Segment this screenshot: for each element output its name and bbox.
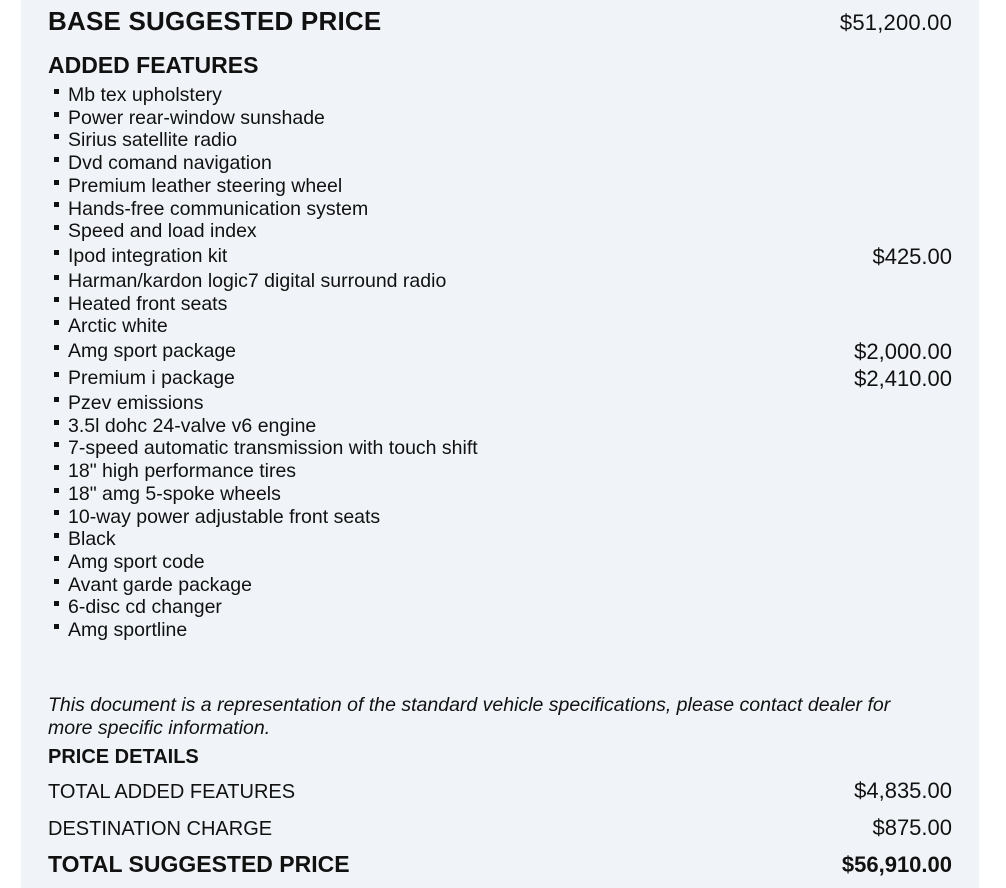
feature-name: Speed and load index xyxy=(68,220,257,243)
square-bullet-icon xyxy=(54,442,59,447)
feature-name-wrap xyxy=(48,437,478,460)
square-bullet-icon xyxy=(54,180,59,185)
base-price-row xyxy=(48,6,952,37)
square-bullet-icon xyxy=(54,202,59,207)
feature-name-wrap xyxy=(48,293,227,316)
feature-name: Ipod integration kit xyxy=(68,244,228,267)
feature-name: Dvd comand navigation xyxy=(68,152,272,175)
base-price-value: $51,200.00 xyxy=(839,10,952,35)
feature-item xyxy=(48,392,952,415)
feature-name-wrap xyxy=(48,596,222,619)
total-suggested-price-row xyxy=(48,851,952,878)
square-bullet-icon xyxy=(54,297,59,302)
square-bullet-icon xyxy=(54,157,59,162)
destination-charge-row xyxy=(48,815,952,841)
feature-name: Amg sportline xyxy=(68,619,188,642)
total-added-features-row xyxy=(48,778,952,804)
feature-item xyxy=(48,365,952,392)
feature-name-wrap xyxy=(48,365,235,392)
feature-item xyxy=(48,338,952,365)
square-bullet-icon xyxy=(54,420,59,425)
square-bullet-icon xyxy=(54,397,59,402)
feature-item xyxy=(48,506,952,529)
base-price-label: BASE SUGGESTED PRICE xyxy=(48,6,382,36)
price-details-heading: PRICE DETAILS xyxy=(48,746,199,768)
square-bullet-icon xyxy=(54,488,59,493)
feature-name-wrap xyxy=(48,107,325,130)
feature-name: Harman/kardon logic7 digital surround radio xyxy=(68,269,447,292)
feature-name-wrap xyxy=(48,506,380,529)
feature-name: 3.5l dohc 24-valve v6 engine xyxy=(68,414,317,437)
square-bullet-icon xyxy=(54,250,59,255)
feature-name: Mb tex upholstery xyxy=(68,84,222,106)
feature-item xyxy=(48,483,952,506)
feature-name: Arctic white xyxy=(68,315,168,338)
feature-name-wrap xyxy=(48,338,236,365)
feature-item xyxy=(48,315,952,338)
square-bullet-icon xyxy=(54,601,59,606)
feature-item xyxy=(48,152,952,175)
square-bullet-icon xyxy=(54,624,59,629)
square-bullet-icon xyxy=(54,89,59,94)
feature-name: Black xyxy=(68,528,116,551)
feature-name: Premium i package xyxy=(68,367,235,390)
total-suggested-price-value: $56,910.00 xyxy=(841,852,952,877)
feature-item xyxy=(48,437,952,460)
feature-name: Hands-free communication system xyxy=(68,197,369,220)
feature-item xyxy=(48,175,952,198)
feature-item xyxy=(48,619,952,642)
added-features-heading: ADDED FEATURES xyxy=(48,52,259,78)
feature-item xyxy=(48,198,952,221)
square-bullet-icon xyxy=(54,556,59,561)
total-suggested-price-label: TOTAL SUGGESTED PRICE xyxy=(48,851,350,877)
feature-item xyxy=(48,551,952,574)
feature-item xyxy=(48,460,952,483)
feature-name-wrap xyxy=(48,315,168,338)
feature-name: 10-way power adjustable front seats xyxy=(68,505,381,528)
destination-charge-label: DESTINATION CHARGE xyxy=(48,818,273,840)
feature-name: 18" amg 5-spoke wheels xyxy=(68,482,281,505)
feature-name-wrap xyxy=(48,270,446,293)
square-bullet-icon xyxy=(54,275,59,280)
feature-name-wrap xyxy=(48,483,281,506)
square-bullet-icon xyxy=(54,579,59,584)
feature-price: $2,000.00 xyxy=(854,339,952,365)
feature-item xyxy=(48,84,952,107)
square-bullet-icon xyxy=(54,225,59,230)
square-bullet-icon xyxy=(54,510,59,515)
feature-item xyxy=(48,220,952,243)
feature-item xyxy=(48,243,952,270)
window-sticker-panel xyxy=(21,0,979,888)
feature-name: Power rear-window sunshade xyxy=(68,106,325,129)
feature-name: Heated front seats xyxy=(68,292,228,315)
feature-name-wrap xyxy=(48,528,116,551)
feature-name-wrap xyxy=(48,415,316,438)
feature-item xyxy=(48,293,952,316)
square-bullet-icon xyxy=(54,320,59,325)
total-added-features-value: $4,835.00 xyxy=(854,778,952,803)
feature-name: Sirius satellite radio xyxy=(68,129,238,152)
feature-name-wrap xyxy=(48,198,368,221)
disclaimer-text: This document is a representation of the standard vehicle specifications, please contact dealer for more specific information. xyxy=(48,694,891,739)
square-bullet-icon xyxy=(54,465,59,470)
feature-name-wrap xyxy=(48,129,237,152)
square-bullet-icon xyxy=(54,533,59,538)
square-bullet-icon xyxy=(54,372,59,377)
feature-item xyxy=(48,129,952,152)
feature-name: Amg sport package xyxy=(68,340,237,363)
feature-item xyxy=(48,415,952,438)
added-features-list xyxy=(48,84,952,642)
feature-name: Pzev emissions xyxy=(68,392,204,415)
feature-name-wrap xyxy=(48,243,227,270)
square-bullet-icon xyxy=(54,345,59,350)
feature-item xyxy=(48,528,952,551)
destination-charge-value: $875.00 xyxy=(872,815,952,840)
feature-name-wrap xyxy=(48,574,252,597)
feature-item xyxy=(48,107,952,130)
square-bullet-icon xyxy=(54,112,59,117)
square-bullet-icon xyxy=(54,134,59,139)
feature-name: Amg sport code xyxy=(68,550,205,573)
feature-name-wrap xyxy=(48,84,222,107)
feature-name-wrap xyxy=(48,619,187,642)
feature-name: 18" high performance tires xyxy=(68,460,297,483)
feature-price: $425.00 xyxy=(872,243,952,269)
feature-name: 6-disc cd changer xyxy=(68,596,222,619)
feature-name-wrap xyxy=(48,460,296,483)
feature-name: Avant garde package xyxy=(68,573,252,596)
feature-name: Premium leather steering wheel xyxy=(68,174,343,197)
feature-name-wrap xyxy=(48,551,205,574)
feature-item xyxy=(48,596,952,619)
feature-name-wrap xyxy=(48,175,342,198)
feature-item xyxy=(48,574,952,597)
feature-name-wrap xyxy=(48,220,257,243)
feature-name-wrap xyxy=(48,152,272,175)
feature-name-wrap xyxy=(48,392,203,415)
feature-name: 7-speed automatic transmission with touch shift xyxy=(68,437,478,460)
total-added-features-label: TOTAL ADDED FEATURES xyxy=(48,781,296,803)
feature-item xyxy=(48,270,952,293)
feature-price: $2,410.00 xyxy=(854,366,952,392)
